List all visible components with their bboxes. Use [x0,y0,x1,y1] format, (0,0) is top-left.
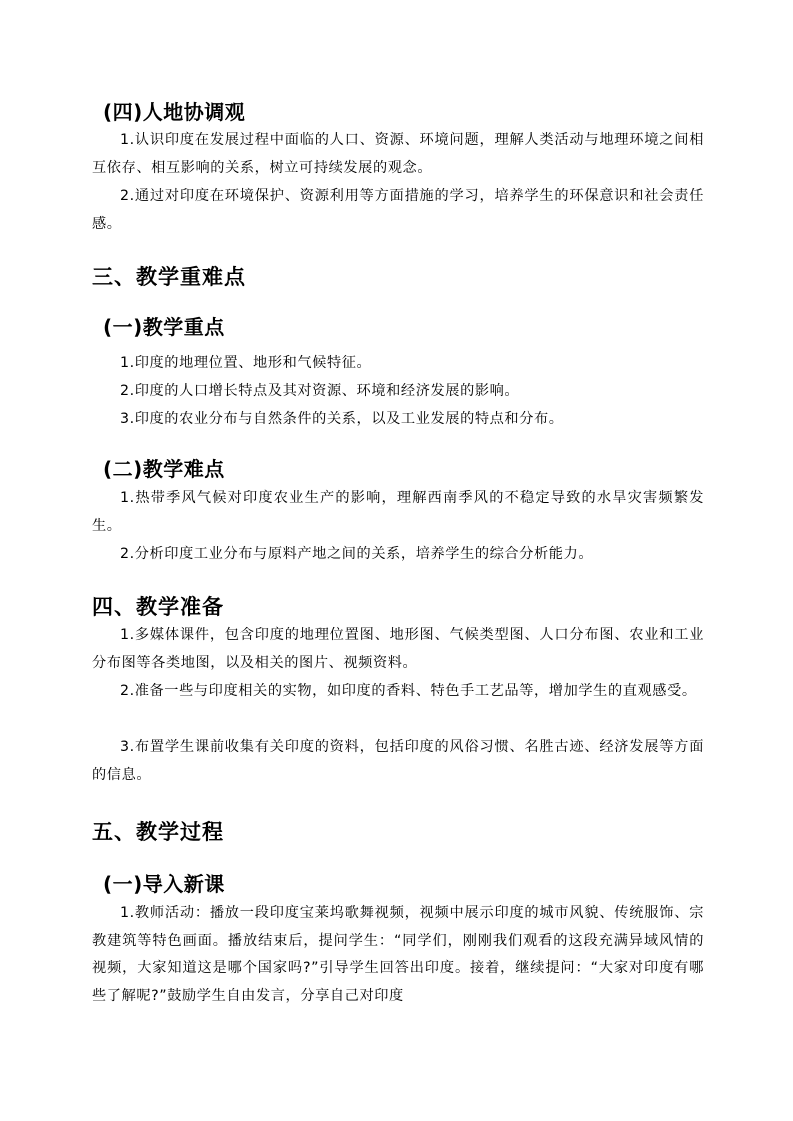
paragraph: 3.布置学生课前收集有关印度的资料，包括印度的风俗习惯、名胜古迹、经济发展等方面的信息。 [92,739,704,783]
list-item: 2.印度的人口增长特点及其对资源、环境和经济发展的影响。 [120,383,520,399]
section-title-key-difficult: 三、教学重难点 [92,265,246,289]
list-item: 3.印度的农业分布与自然条件的关系，以及工业发展的特点和分布。 [120,411,564,427]
paragraph: 2.准备一些与印度相关的实物，如印度的香料、特色手工艺品等，增加学生的直观感受。 [120,683,697,699]
paragraph: 1.热带季风气候对印度农业生产的影响，理解西南季风的不稳定导致的水旱灾害频繁发生。 [92,490,704,534]
subsection-title-human-earth-harmony: (四)人地协调观 [103,100,246,124]
list-item: 1.印度的地理位置、地形和气候特征。 [120,355,372,371]
paragraph: 1.认识印度在发展过程中面临的人口、资源、环境问题，理解人类活动与地理环境之间相互依存、相互影响的关系，树立可持续发展的观念。 [92,132,704,176]
subsection-title-intro: (一)导入新课 [103,872,225,896]
subsection-title-key-points: (一)教学重点 [103,315,225,339]
paragraph: 1.多媒体课件，包含印度的地理位置图、地形图、气候类型图、人口分布图、农业和工业分布图等各类地图，以及相关的图片、视频资料。 [92,627,704,671]
section-title-process: 五、教学过程 [92,820,224,844]
paragraph: 2.通过对印度在环境保护、资源利用等方面措施的学习，培养学生的环保意识和社会责任感。 [92,188,704,232]
paragraph: 1.教师活动：播放一段印度宝莱坞歌舞视频，视频中展示印度的城市风貌、传统服饰、宗教建筑等特色画面。播放结束后，提问学生：“同学们，刚刚我们观看的这段充满异域风情的视频，大家知道这是哪个国家吗?”引导学生回答出印度。接着，继续提问：“大家对印度有哪些了解呢?”鼓励学生自由发言，分享自己对印度 [92,905,704,1004]
paragraph: 2.分析印度工业分布与原料产地之间的关系，培养学生的综合分析能力。 [120,546,594,562]
subsection-title-difficult-points: (二)教学难点 [103,457,225,481]
section-title-preparation: 四、教学准备 [92,595,224,619]
